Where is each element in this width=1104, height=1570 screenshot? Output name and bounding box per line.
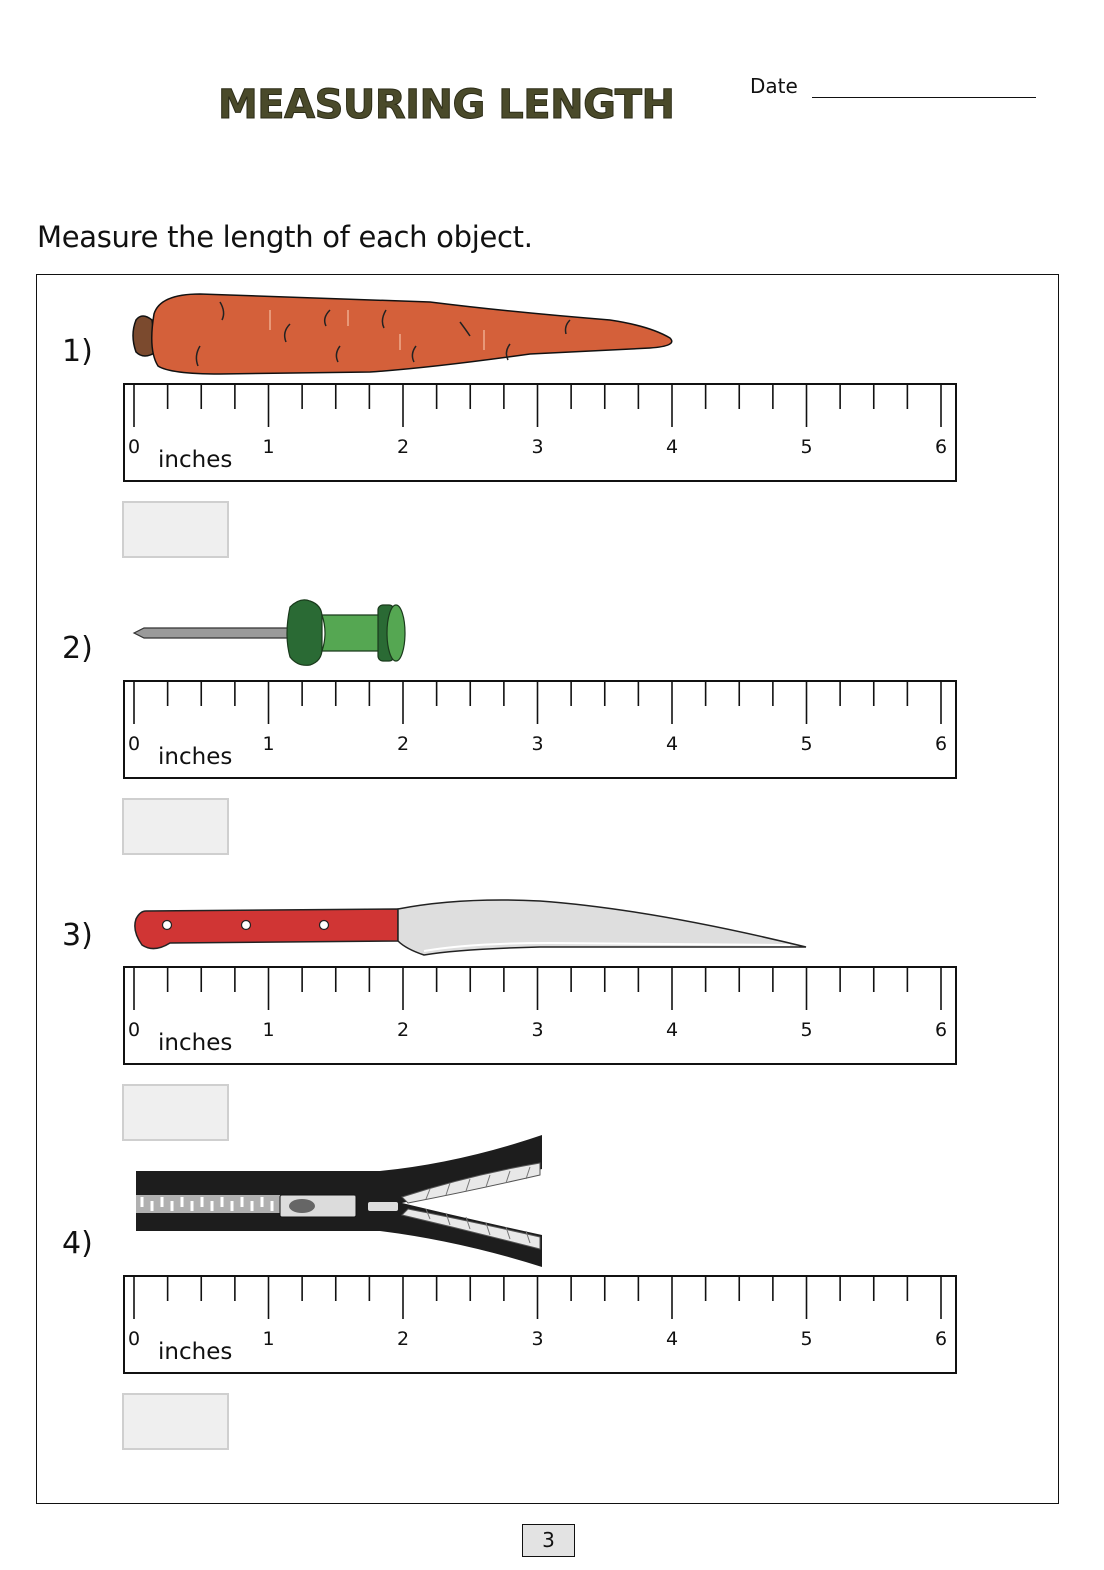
- ruler-unit-label: inches: [158, 744, 233, 770]
- ruler-tick-label: 1: [262, 733, 275, 755]
- answer-box[interactable]: [122, 1393, 229, 1450]
- push-pin-icon: [130, 595, 420, 670]
- ruler: [123, 383, 957, 482]
- ruler-tick-label: 1: [262, 1019, 275, 1041]
- question-number: 2): [62, 631, 93, 666]
- ruler-tick-label: 4: [665, 1019, 679, 1041]
- ruler-tick-label: 2: [396, 1328, 410, 1350]
- instructions-text: Measure the length of each object.: [37, 220, 533, 254]
- zipper-icon: [130, 1135, 550, 1270]
- ruler: [123, 680, 957, 779]
- ruler-tick-label: 4: [665, 733, 679, 755]
- answer-box[interactable]: [122, 1084, 229, 1141]
- question-number: 1): [62, 334, 93, 369]
- ruler-unit-label: inches: [158, 1030, 233, 1056]
- ruler-tick-label: 6: [934, 733, 948, 755]
- ruler-tick-label: 5: [800, 1328, 813, 1350]
- ruler: [123, 966, 957, 1065]
- ruler-tick-label: 2: [396, 733, 410, 755]
- ruler-tick-label: 1: [262, 1328, 275, 1350]
- ruler-tick-label: 3: [531, 733, 544, 755]
- ruler-body: [124, 681, 956, 778]
- knife-icon: [130, 895, 820, 960]
- ruler-tick-label: 2: [396, 436, 410, 458]
- ruler-tick-label: 4: [665, 1328, 679, 1350]
- ruler-tick-label: 3: [531, 1328, 544, 1350]
- question-number: 4): [62, 1226, 93, 1261]
- carrot-icon: [130, 290, 690, 380]
- ruler-body: [124, 384, 956, 481]
- ruler-tick-label: 5: [800, 436, 813, 458]
- answer-box[interactable]: [122, 798, 229, 855]
- ruler-tick-label: 2: [396, 1019, 410, 1041]
- ruler-tick-label: 5: [800, 1019, 813, 1041]
- worksheet-title: MEASURING LENGTH: [218, 82, 675, 128]
- ruler-tick-label: 5: [800, 733, 813, 755]
- date-field-line[interactable]: [812, 97, 1036, 98]
- ruler-tick-label: 0: [127, 1328, 141, 1350]
- ruler-body: [124, 967, 956, 1064]
- ruler-tick-label: 3: [531, 436, 544, 458]
- ruler-unit-label: inches: [158, 1339, 233, 1365]
- ruler-unit-label: inches: [158, 447, 233, 473]
- ruler-tick-label: 0: [127, 1019, 141, 1041]
- ruler-tick-label: 0: [127, 733, 141, 755]
- date-label: Date: [750, 74, 798, 98]
- answer-box[interactable]: [122, 501, 229, 558]
- ruler-tick-label: 4: [665, 436, 679, 458]
- ruler-body: [124, 1276, 956, 1373]
- ruler-tick-label: 3: [531, 1019, 544, 1041]
- question-number: 3): [62, 918, 93, 953]
- ruler-tick-label: 6: [934, 436, 948, 458]
- ruler-tick-label: 6: [934, 1019, 948, 1041]
- ruler-tick-label: 1: [262, 436, 275, 458]
- page-number: 3: [522, 1524, 575, 1557]
- ruler-tick-label: 6: [934, 1328, 948, 1350]
- ruler-tick-label: 0: [127, 436, 141, 458]
- ruler: [123, 1275, 957, 1374]
